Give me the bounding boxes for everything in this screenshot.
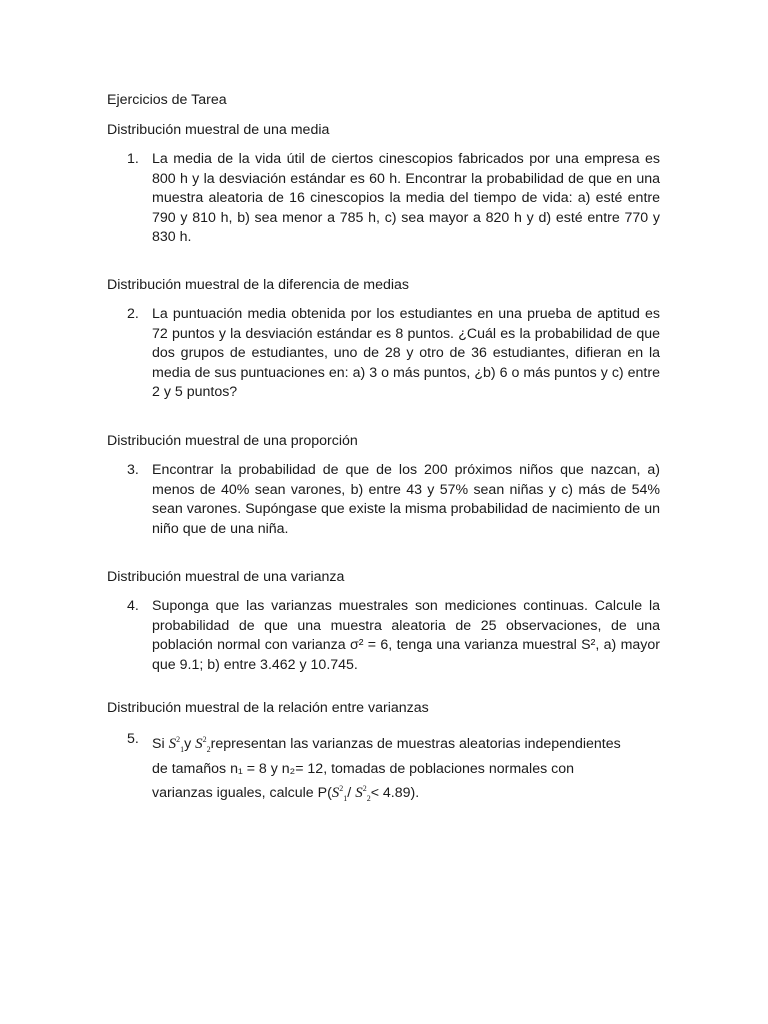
document-title: Ejercicios de Tarea bbox=[107, 92, 227, 108]
variance-s1-symbol: $S^2_1$ bbox=[331, 784, 348, 803]
exercise-text: Encontrar la probabilidad de que de los 200 próximos niños que nazcan, a) menos de 40% sean varones, b) entre 43 y 57% sean niñas y c) más de 54% sean varones. Supóngase que existe la misma probabilidad de nacimiento de un niño que de una niña. bbox=[152, 462, 660, 537]
text-fragment: Si bbox=[152, 736, 169, 752]
exercise-3 bbox=[127, 461, 660, 539]
section-heading-diferencia-medias: Distribución muestral de la diferencia de medias bbox=[107, 277, 410, 293]
exercise-text: La puntuación media obtenida por los estudiantes en una prueba de aptitud es 72 puntos y la desviación estándar es 8 puntos. ¿Cuál es la probabilidad de que dos grupos de estudiantes, uno de 28 y otro de 36 estudiantes, difieran en la media de sus puntuaciones en: a) 3 o más puntos, ¿b) 6 o más puntos y c) entre 2 y 5 puntos? bbox=[152, 306, 660, 400]
exercise-number: 4. bbox=[127, 598, 139, 614]
exercise-number: 3. bbox=[127, 462, 139, 478]
exercise-text: La media de la vida útil de ciertos cinescopios fabricados por una empresa es 800 h y la desviación estándar es 60 h. Encontrar la probabilidad de que en una muestra aleatoria de 16 cinescopios la media del tiempo de vida: a) esté entre 790 y 810 h, b) sea menor a 785 h, c) sea mayor a 820 h y d) esté entre 770 y 830 h. bbox=[152, 151, 660, 245]
variance-s2-symbol: $S^2_2$ bbox=[195, 735, 211, 754]
exercise-text bbox=[152, 730, 627, 809]
text-fragment: representan las varianzas de muestras aleatorias independientes de tamaños n₁ = 8 y n₂= 12, tomadas de poblaciones normales con varianzas iguales, calcule P( bbox=[152, 736, 621, 801]
exercise-text: Suponga que las varianzas muestrales son mediciones continuas. Calcule la probabilidad de que una muestra aleatoria de 25 observaciones, de una población normal con varianza σ² = 6, tenga una varianza muestral S², a) mayor que 9.1; b) entre 3.462 y 10.745. bbox=[152, 598, 660, 673]
section-heading-relacion-varianzas: Distribución muestral de la relación entre varianzas bbox=[107, 700, 429, 716]
section-heading-proporcion: Distribución muestral de una proporción bbox=[107, 433, 358, 449]
exercise-2 bbox=[127, 305, 660, 403]
exercise-number: 5. bbox=[127, 731, 139, 747]
text-fragment: y bbox=[184, 736, 196, 752]
section-heading-varianza: Distribución muestral de una varianza bbox=[107, 569, 345, 585]
text-fragment: < 4.89). bbox=[370, 785, 420, 801]
section-heading-media: Distribución muestral de una media bbox=[107, 122, 330, 138]
exercise-number: 1. bbox=[127, 151, 139, 167]
exercise-4 bbox=[127, 597, 660, 675]
text-fragment: / bbox=[347, 785, 356, 801]
exercise-5 bbox=[127, 730, 627, 809]
variance-s2-symbol: $S^2_2$ bbox=[355, 784, 371, 803]
exercise-number: 2. bbox=[127, 306, 139, 322]
variance-s1-symbol: $S^2_1$ bbox=[168, 735, 185, 754]
exercise-1 bbox=[127, 150, 660, 248]
